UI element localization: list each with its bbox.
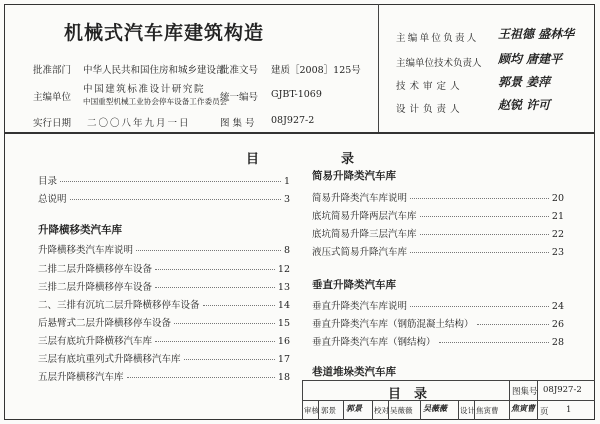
design-name: 焦寅曹 bbox=[476, 406, 499, 415]
toc-row[interactable] bbox=[312, 190, 564, 204]
toc-row[interactable] bbox=[312, 298, 564, 312]
review-signature: 郭景 bbox=[346, 403, 362, 413]
leader-dots bbox=[127, 377, 275, 378]
section-aisle-title: 巷道堆垛类汽车库 bbox=[312, 366, 396, 378]
impl-date-value: 二〇〇八年九月一日 bbox=[87, 118, 191, 129]
leader-dots bbox=[420, 234, 549, 235]
cell-line bbox=[420, 400, 421, 420]
editor-label: 主编单位 bbox=[33, 92, 72, 103]
leader-dots bbox=[174, 323, 275, 324]
section-simple-title: 简易升降类汽车库 bbox=[312, 170, 396, 182]
atlas-label: 图集号 bbox=[512, 387, 538, 397]
leader-dots bbox=[70, 199, 281, 200]
page-value: 1 bbox=[566, 405, 572, 415]
resp-signature-1: 王祖德 盛林华 bbox=[498, 27, 575, 41]
toc-page: 26 bbox=[551, 319, 564, 330]
toc-page: 17 bbox=[277, 354, 290, 365]
toc-row[interactable] bbox=[312, 334, 564, 348]
toc-page: 18 bbox=[277, 372, 290, 383]
leader-dots bbox=[410, 306, 549, 307]
toc-row[interactable] bbox=[38, 261, 290, 275]
toc-label: 五层升降横移汽车库 bbox=[38, 372, 124, 383]
resp-signature-2: 顾均 唐建平 bbox=[498, 52, 563, 66]
resp-signature-3: 郭景 姜萍 bbox=[498, 75, 551, 89]
leader-dots bbox=[410, 198, 549, 199]
check-signature: 吴薇薇 bbox=[423, 403, 447, 413]
toc-label: 垂直升降类汽车库（钢筋混凝土结构） bbox=[312, 319, 474, 330]
toc-row[interactable] bbox=[38, 279, 290, 293]
title-block-top-line bbox=[302, 380, 595, 381]
header-divider bbox=[378, 4, 379, 132]
leader-dots bbox=[155, 287, 275, 288]
toc-row[interactable] bbox=[38, 297, 290, 311]
review-name: 郭景 bbox=[321, 406, 336, 415]
toc-label: 简易升降类汽车库说明 bbox=[312, 193, 408, 204]
approve-doc-label: 批准文号 bbox=[220, 65, 259, 76]
toc-page: 8 bbox=[283, 245, 290, 256]
toc-label: 升降横移类汽车库说明 bbox=[38, 245, 134, 256]
leader-dots bbox=[60, 181, 281, 182]
toc-label: 二、三排有沉坑二层升降横移停车设备 bbox=[38, 300, 200, 311]
header-separator bbox=[4, 132, 595, 134]
leader-dots bbox=[184, 359, 275, 360]
page-label: 页 bbox=[540, 407, 549, 417]
toc-label: 底坑简易升降两层汽车库 bbox=[312, 211, 417, 222]
title-block-divider bbox=[509, 380, 510, 420]
toc-row[interactable] bbox=[312, 316, 564, 330]
toc-row-general-notes[interactable] bbox=[38, 191, 290, 205]
leader-dots bbox=[420, 216, 549, 217]
approve-doc-value: 建质［2008］125号 bbox=[271, 65, 361, 76]
leader-dots bbox=[203, 305, 275, 306]
title-block-mid-line bbox=[302, 400, 595, 401]
section-lift-shift-title: 升降横移类汽车库 bbox=[38, 224, 122, 236]
toc-page: 13 bbox=[277, 282, 290, 293]
unified-no-label: 统一编号 bbox=[220, 92, 259, 103]
toc-page: 1 bbox=[283, 176, 290, 187]
title-block-left-line bbox=[302, 380, 303, 420]
leader-dots bbox=[477, 324, 549, 325]
approve-dept-label: 批准部门 bbox=[33, 65, 72, 76]
leader-dots bbox=[155, 269, 275, 270]
editor-value-2: 中国重型机械工业协会停车设备工作委员会 bbox=[83, 97, 228, 106]
cell-line bbox=[372, 400, 373, 420]
toc-row[interactable] bbox=[38, 351, 290, 365]
page-title: 机械式汽车库建筑构造 bbox=[64, 22, 265, 44]
toc-label: 三层有底坑重列式升降横移汽车库 bbox=[38, 354, 181, 365]
toc-page: 24 bbox=[551, 301, 564, 312]
check-name: 吴薇薇 bbox=[390, 406, 413, 415]
editor-value-1: 中国建筑标准设计研究院 bbox=[83, 84, 206, 95]
leader-dots bbox=[439, 342, 549, 343]
toc-label: 三层有底坑升降横移汽车库 bbox=[38, 336, 153, 347]
toc-row-contents[interactable] bbox=[38, 173, 290, 187]
section-vertical-title: 垂直升降类汽车库 bbox=[312, 279, 396, 291]
design-label: 设计 bbox=[460, 406, 475, 415]
toc-row[interactable] bbox=[312, 208, 564, 222]
toc-page: 12 bbox=[277, 264, 290, 275]
toc-label: 后悬臂式二层升降横移停车设备 bbox=[38, 318, 172, 329]
toc-label: 二排二层升降横移停车设备 bbox=[38, 264, 153, 275]
resp-label-1: 主编单位负责人 bbox=[396, 33, 479, 44]
toc-page: 15 bbox=[277, 318, 290, 329]
toc-page: 21 bbox=[551, 211, 564, 222]
leader-dots bbox=[136, 250, 281, 251]
toc-page: 16 bbox=[277, 336, 290, 347]
resp-label-3: 技 术 审 定 人 bbox=[396, 81, 461, 92]
toc-page: 3 bbox=[283, 194, 290, 205]
atlas-no-value: 08J927-2 bbox=[271, 115, 315, 126]
design-signature: 焦寅曹 bbox=[511, 403, 535, 413]
leader-dots bbox=[410, 252, 549, 253]
toc-label: 底坑简易升降三层汽车库 bbox=[312, 229, 417, 240]
cell-line bbox=[343, 400, 344, 420]
check-label: 校对 bbox=[374, 406, 389, 415]
toc-label: 三排二层升降横移停车设备 bbox=[38, 282, 153, 293]
toc-label: 目录 bbox=[38, 176, 58, 187]
toc-row[interactable] bbox=[38, 315, 290, 329]
toc-label: 垂直升降类汽车库说明 bbox=[312, 301, 408, 312]
toc-row[interactable] bbox=[38, 369, 290, 383]
impl-date-label: 实行日期 bbox=[33, 118, 72, 129]
toc-page: 14 bbox=[277, 300, 290, 311]
unified-no-value: GJBT-1069 bbox=[271, 89, 322, 100]
toc-row[interactable] bbox=[312, 244, 564, 258]
toc-page: 20 bbox=[551, 193, 564, 204]
toc-page: 23 bbox=[551, 247, 564, 258]
resp-label-4: 设 计 负 责 人 bbox=[396, 104, 461, 115]
toc-heading-left: 目 bbox=[246, 152, 260, 167]
toc-label: 总说明 bbox=[38, 194, 67, 205]
atlas-value: 08J927-2 bbox=[543, 385, 582, 395]
atlas-no-label: 图 集 号 bbox=[220, 118, 255, 129]
cell-line bbox=[458, 400, 459, 420]
resp-signature-4: 赵锐 许可 bbox=[498, 98, 551, 112]
toc-label: 垂直升降类汽车库（钢结构） bbox=[312, 337, 436, 348]
approve-dept-value: 中华人民共和国住房和城乡建设部 bbox=[83, 65, 226, 76]
title-block-name: 目 录 bbox=[388, 387, 428, 402]
toc-label: 液压式简易升降汽车库 bbox=[312, 247, 408, 258]
toc-row[interactable] bbox=[38, 242, 290, 256]
toc-row[interactable] bbox=[312, 226, 564, 240]
resp-label-2: 主编单位技术负责人 bbox=[396, 58, 482, 69]
toc-row[interactable] bbox=[38, 333, 290, 347]
leader-dots bbox=[155, 341, 275, 342]
review-label: 审核 bbox=[304, 406, 319, 415]
toc-heading-right: 录 bbox=[341, 152, 355, 167]
toc-page: 22 bbox=[551, 229, 564, 240]
toc-page: 28 bbox=[551, 337, 564, 348]
